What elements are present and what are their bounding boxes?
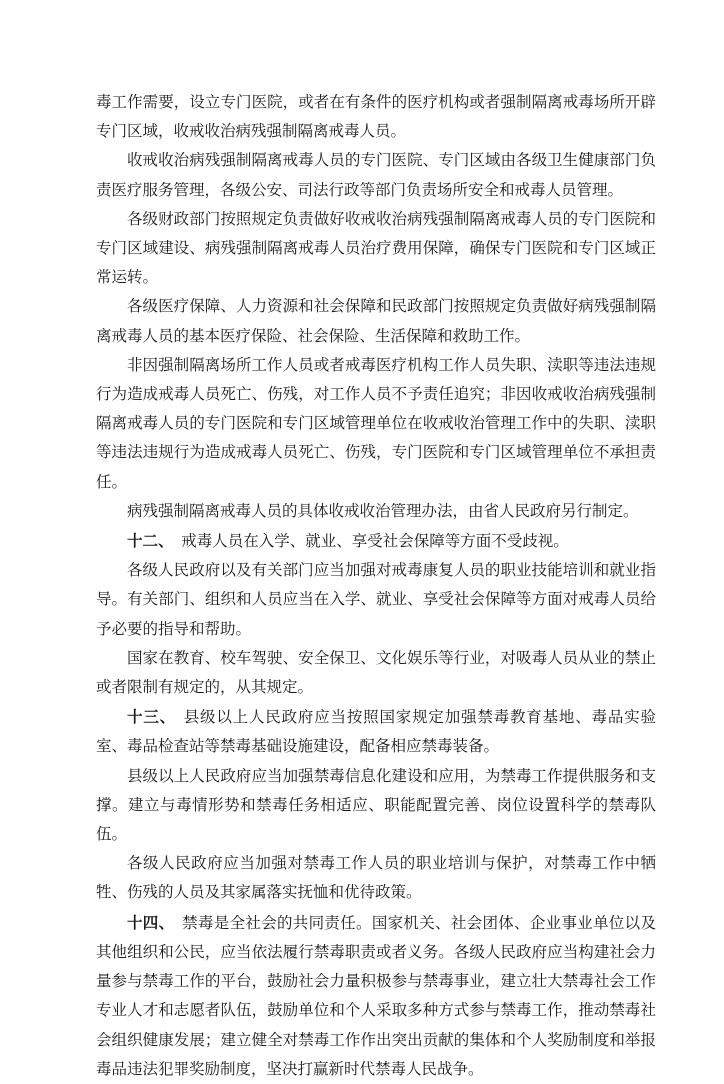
body-paragraph — [96, 88, 656, 146]
article-number: 十二、 — [127, 531, 174, 551]
article-paragraph — [96, 702, 656, 761]
paragraph-text: 禁毒是全社会的共同责任。国家机关、社会团体、企业事业单位以及其他组织和公民，应当依法履行禁毒职责或者义务。各级人民政府应当构建社会力量参与禁毒工作的平台，鼓励社会力量积极参与禁毒事业，建立壮大禁毒社会工作专业人才和志愿者队伍，鼓励单位和个人采取多种方式参与禁毒工作，推动禁毒社会组织健康发展；建立健全对禁毒工作作出突出贡献的集体和个人奖励制度和举报毒品违法犯罪奖励制度，坚决打赢新时代禁毒人民战争。 — [96, 913, 656, 1078]
paragraph-text: 各级人民政府以及有关部门应当加强对戒毒康复人员的职业技能培训和就业指导。有关部门、组织和人员应当在入学、就业、享受社会保障等方面对戒毒人员给予必要的指导和帮助。 — [96, 561, 656, 638]
article-paragraph — [96, 526, 656, 556]
body-paragraph — [96, 556, 656, 644]
body-paragraph — [96, 292, 656, 350]
body-paragraph — [96, 497, 656, 526]
document-body — [96, 88, 656, 1084]
article-number: 十三、 — [127, 707, 176, 727]
body-paragraph — [96, 351, 656, 497]
paragraph-text: 病残强制隔离戒毒人员的具体收戒收治管理办法，由省人民政府另行制定。 — [127, 501, 639, 520]
body-paragraph — [96, 205, 656, 293]
body-paragraph — [96, 644, 656, 702]
paragraph-text: 县级以上人民政府应当按照国家规定加强禁毒教育基地、毒品实验室、毒品检查站等禁毒基础设施建设，配备相应禁毒装备。 — [96, 708, 656, 756]
paragraph-text: 收戒收治病残强制隔离戒毒人员的专门医院、专门区域由各级卫生健康部门负责医疗服务管理，各级公安、司法行政等部门负责场所安全和戒毒人员管理。 — [96, 151, 656, 199]
paragraph-text: 毒工作需要，设立专门医院，或者在有条件的医疗机构或者强制隔离戒毒场所开辟专门区域，收戒收治病残强制隔离戒毒人员。 — [96, 93, 656, 141]
paragraph-text: 各级人民政府应当加强对禁毒工作人员的职业培训与保护，对禁毒工作中牺牲、伤残的人员及其家属落实抚恤和优待政策。 — [96, 854, 656, 902]
body-paragraph — [96, 146, 656, 204]
paragraph-text: 国家在教育、校车驾驶、安全保卫、文化娱乐等行业，对吸毒人员从业的禁止或者限制有规定的，从其规定。 — [96, 648, 656, 697]
paragraph-text: 各级财政部门按照规定负责做好收戒收治病残强制隔离戒毒人员的专门医院和专门区域建设、病残强制隔离戒毒人员治疗费用保障，确保专门医院和专门区域正常运转。 — [96, 209, 656, 287]
paragraph-text: 各级医疗保障、人力资源和社会保障和民政部门按照规定负责做好病残强制隔离戒毒人员的基本医疗保险、社会保险、生活保障和救助工作。 — [96, 297, 656, 345]
paragraph-text: 非因强制隔离场所工作人员或者戒毒医疗机构工作人员失职、渎职等违法违规行为造成戒毒人员死亡、伤残，对工作人员不予责任追究；非因收戒收治病残强制隔离戒毒人员的专门医院和专门区域管理单位在收戒收治管理工作中的失职、渎职等违法违规行为造成戒毒人员死亡、伤残，专门医院和专门区域管理单位不承担责任。 — [96, 355, 656, 491]
paragraph-text: 戒毒人员在入学、就业、享受社会保障等方面不受歧视。 — [181, 532, 569, 551]
article-paragraph — [96, 908, 656, 1084]
body-paragraph — [96, 762, 656, 850]
article-number: 十四、 — [127, 912, 175, 932]
body-paragraph — [96, 849, 656, 907]
paragraph-text: 县级以上人民政府应当加强禁毒信息化建设和应用，为禁毒工作提供服务和支撑。建立与毒情形势和禁毒任务相适应、职能配置完善、岗位设置科学的禁毒队伍。 — [96, 766, 656, 844]
